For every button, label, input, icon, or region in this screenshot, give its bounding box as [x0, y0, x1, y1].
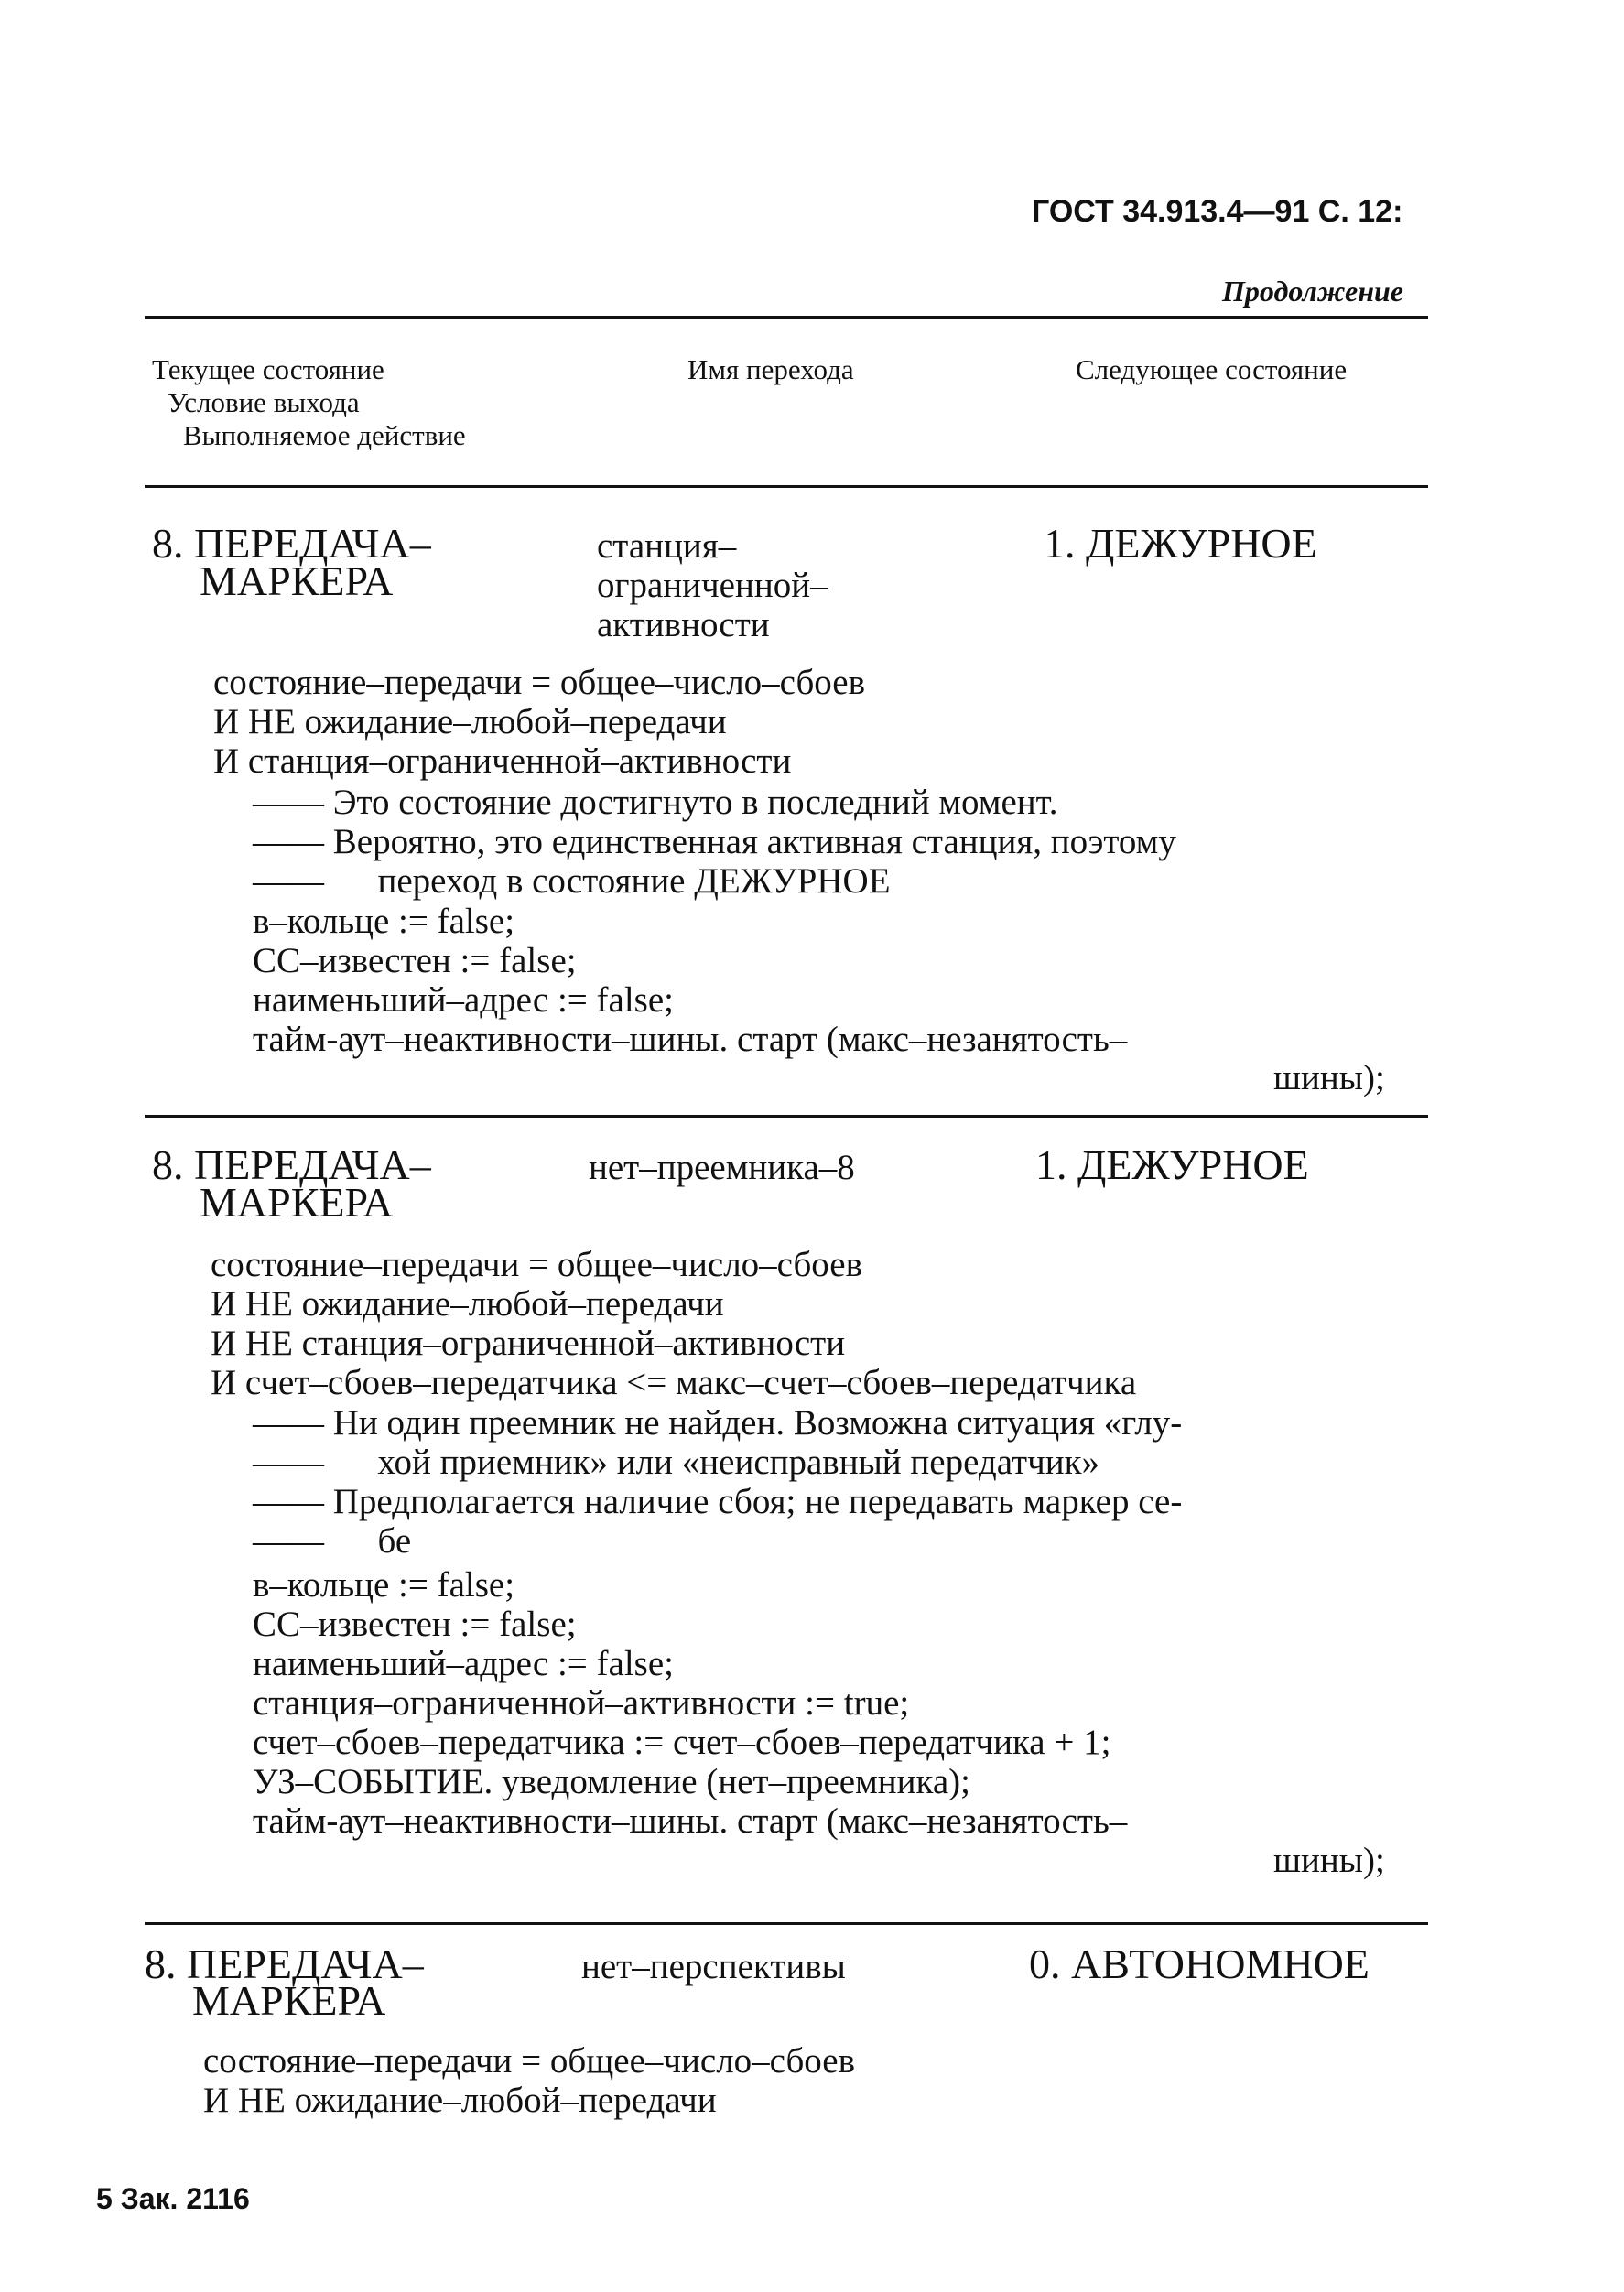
- next-state: 1. ДЕЖУРНОЕ: [1044, 520, 1317, 567]
- action-line: УЗ–СОБЫТИЕ. уведомление (нет–преемника);: [253, 1762, 970, 1801]
- action-line: в–кольце := false;: [253, 1565, 515, 1605]
- comment-line: —— хой приемник» или «неисправный передатчик»: [253, 1443, 1100, 1482]
- column-header-current-state: Текущее состояние: [152, 353, 384, 385]
- comment-line: —— бе: [253, 1521, 412, 1561]
- current-state: 8. ПЕРЕДАЧА–: [145, 1941, 424, 1987]
- action-line: наименьший–адрес := false;: [253, 980, 675, 1020]
- comment-line: —— Это состояние достигнуто в последний момент.: [253, 783, 1058, 822]
- exit-condition-line: состояние–передачи = общее–число–сбоев: [211, 1245, 862, 1284]
- comment-line: —— переход в состояние ДЕЖУРНОЕ: [253, 861, 891, 901]
- current-state-continued: МАРКЕРА: [200, 1179, 394, 1226]
- current-state-continued: МАРКЕРА: [192, 1977, 386, 2024]
- column-header-action: Выполняемое действие: [183, 419, 466, 451]
- current-state: 8. ПЕРЕДАЧА–: [152, 520, 431, 567]
- exit-condition-line: И НЕ ожидание–любой–передачи: [213, 702, 727, 741]
- next-state: 0. АВТОНОМНОЕ: [1029, 1941, 1370, 1987]
- action-line: тайм-аут–неактивности–шины. старт (макс–незанятость–: [253, 1020, 1128, 1059]
- action-line-tail: шины);: [1273, 1841, 1385, 1880]
- exit-condition-line: И НЕ станция–ограниченной–активности: [211, 1324, 846, 1363]
- print-order-note: 5 Зак. 2116: [96, 2182, 250, 2215]
- exit-condition-line: состояние–передачи = общее–число–сбоев: [213, 663, 865, 702]
- transition-name: нет–перспективы: [581, 1947, 846, 1986]
- comment-line: —— Вероятно, это единственная активная станция, поэтому: [253, 822, 1176, 861]
- action-line: СС–известен := false;: [253, 1605, 577, 1644]
- column-header-transition-name: Имя перехода: [687, 353, 854, 385]
- comment-line: —— Ни один преемник не найден. Возможна ситуация «глу-: [253, 1403, 1183, 1443]
- exit-condition-line: состояние–передачи = общее–число–сбоев: [203, 2041, 855, 2081]
- exit-condition-line: И НЕ ожидание–любой–передачи: [211, 1284, 724, 1324]
- action-line-tail: шины);: [1273, 1058, 1385, 1097]
- exit-condition-line: И станция–ограниченной–активности: [213, 741, 792, 781]
- action-line: счет–сбоев–передатчика := счет–сбоев–передатчика + 1;: [253, 1723, 1111, 1762]
- document-code: ГОСТ 34.913.4—91 С. 12:: [1032, 194, 1403, 229]
- transition-name: ограниченной–: [597, 566, 828, 605]
- continuation-label: Продолжение: [1222, 275, 1403, 308]
- action-line: наименьший–адрес := false;: [253, 1644, 675, 1683]
- current-state-continued: МАРКЕРА: [200, 557, 394, 604]
- action-line: в–кольце := false;: [253, 902, 515, 941]
- transition-name: активности: [597, 605, 770, 644]
- action-line: СС–известен := false;: [253, 941, 577, 980]
- comment-line: —— Предполагается наличие сбоя; не передавать маркер се-: [253, 1482, 1183, 1521]
- entry-separator-rule: [145, 1115, 1428, 1118]
- transition-name: нет–преемника–8: [589, 1148, 855, 1187]
- entry-separator-rule: [145, 1922, 1428, 1925]
- transition-name: станция–: [597, 526, 737, 566]
- column-header-next-state: Следующее состояние: [1076, 353, 1348, 385]
- action-line: тайм-аут–неактивности–шины. старт (макс–незанятость–: [253, 1801, 1128, 1841]
- next-state: 1. ДЕЖУРНОЕ: [1035, 1141, 1309, 1188]
- action-line: станция–ограниченной–активности := true;: [253, 1683, 910, 1723]
- column-header-exit-condition: Условие выхода: [168, 386, 360, 418]
- table-top-rule: [145, 316, 1428, 319]
- table-header-rule: [145, 485, 1428, 488]
- exit-condition-line: И НЕ ожидание–любой–передачи: [203, 2081, 717, 2120]
- exit-condition-line: И счет–сбоев–передатчика <= макс–счет–сбоев–передатчика: [211, 1363, 1137, 1402]
- current-state: 8. ПЕРЕДАЧА–: [152, 1141, 431, 1188]
